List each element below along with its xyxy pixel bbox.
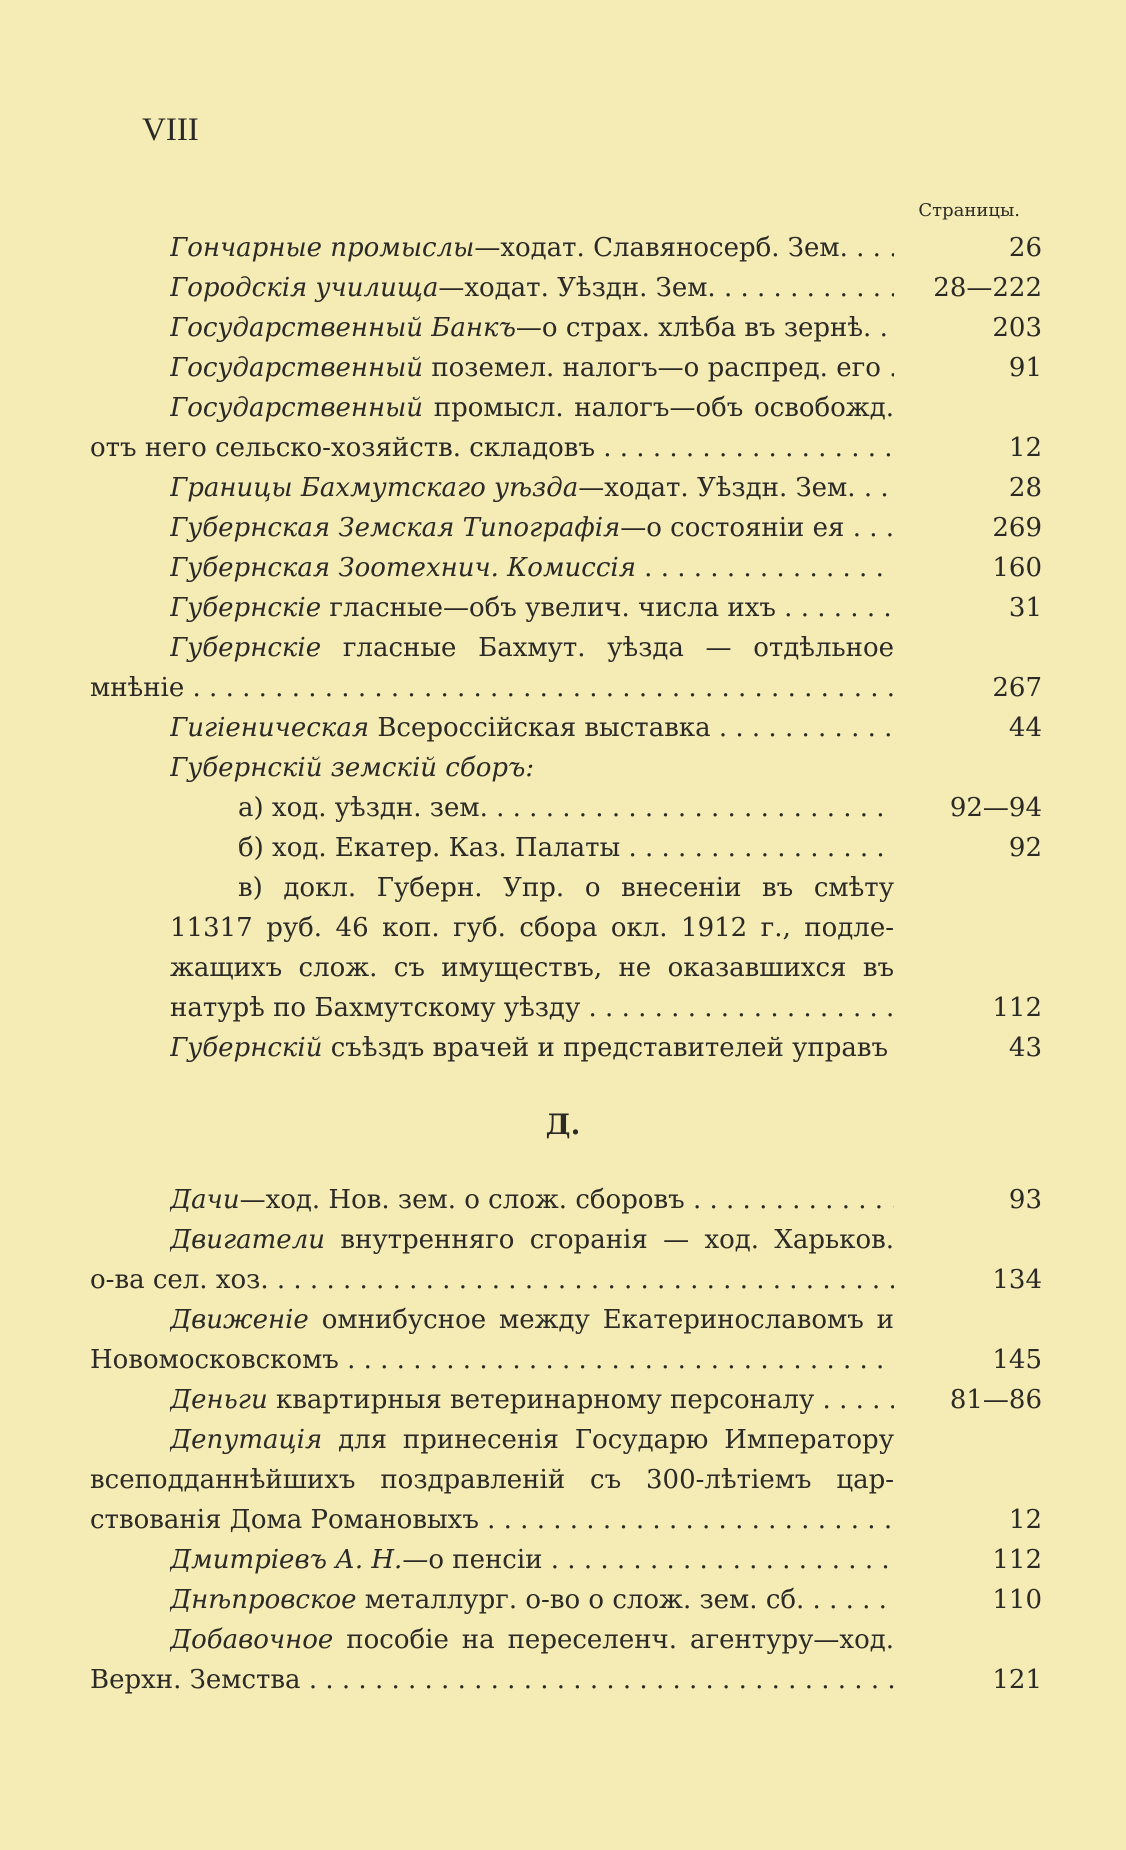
index-entry-continuation: о-ва сел. хоз. . . . 134 bbox=[0, 1260, 1126, 1300]
index-entry: Государственный Банкъ—о страх. хлѣба въ зернѣ. . . . 203 bbox=[0, 308, 1126, 348]
section-letter: Д. bbox=[545, 1108, 581, 1141]
index-entry: Гигіеническая Всероссійская выставка . . . 44 bbox=[0, 708, 1126, 748]
page-number: VIII bbox=[142, 112, 199, 148]
index-subentry: б) ход. Екатер. Каз. Палаты . . . 92 bbox=[0, 828, 1126, 868]
index-entry: Границы Бахмутскаго уѣзда—ходат. Уѣздн. Зем. . . . 28 bbox=[0, 468, 1126, 508]
index-entry: Двигатели внутренняго сгоранія — ход. Харьков. bbox=[170, 1225, 894, 1255]
index-entry: Государственный промысл. налогъ—объ освобожд. bbox=[170, 393, 894, 423]
index-entry: Добавочное пособіе на переселенч. агентуру—ход. bbox=[170, 1625, 894, 1655]
index-subentry: в) докл. Губерн. Упр. о внесеніи въ смѣту bbox=[238, 873, 894, 903]
index-entry: Государственный поземел. налогъ—о распред. его . . . 91 bbox=[0, 348, 1126, 388]
index-subentry: а) ход. уѣздн. зем. . . . 92—94 bbox=[0, 788, 1126, 828]
index-entry: Депутація для принесенія Государю Императору bbox=[170, 1425, 894, 1455]
column-header: Страницы. bbox=[918, 200, 1020, 221]
index-entry-continuation: отъ него сельско-хозяйств. складовъ . . . 12 bbox=[0, 428, 1126, 468]
index-entry-continuation: Новомосковскомъ . . . 145 bbox=[0, 1340, 1126, 1380]
index-subentry-continuation: 11317 руб. 46 коп. губ. сбора окл. 1912 г., подле- bbox=[170, 913, 894, 943]
index-entry: Днѣпровское металлург. о-во о слож. зем. сб. . . . 110 bbox=[0, 1580, 1126, 1620]
index-entry: Гончарные промыслы—ходат. Славяносерб. Зем. . . . 26 bbox=[0, 228, 1126, 268]
index-entry: Деньги квартирныя ветеринарному персоналу . . . 81—86 bbox=[0, 1380, 1126, 1420]
index-entry-continuation: всеподданнѣйшихъ поздравленій съ 300-лѣтіемъ цар- bbox=[90, 1465, 894, 1495]
index-entry-continuation: мнѣніе . . . 267 bbox=[0, 668, 1126, 708]
index-entry: Губернскій съѣздъ врачей и представителей управъ 43 bbox=[170, 1033, 1042, 1063]
index-entry: Губернскій земскій сборъ: bbox=[170, 753, 535, 783]
index-entry: Дачи—ход. Нов. зем. о слож. сборовъ . . . 93 bbox=[0, 1180, 1126, 1220]
index-entry: Губернскіе гласные—объ увелич. числа ихъ . . . 31 bbox=[0, 588, 1126, 628]
index-entry-continuation: ствованія Дома Романовыхъ . . . 12 bbox=[0, 1500, 1126, 1540]
index-subentry-continuation: жащихъ слож. съ имуществъ, не оказавшихся въ bbox=[170, 953, 894, 983]
index-entry: Городскія училища—ходат. Уѣздн. Зем. . . . 28—222 bbox=[0, 268, 1126, 308]
index-entry: Губернскіе гласные Бахмут. уѣзда — отдѣльное bbox=[170, 633, 894, 663]
index-entry-continuation: Верхн. Земства . . . 121 bbox=[0, 1660, 1126, 1700]
index-entry: Дмитріевъ А. Н.—о пенсіи . . . 112 bbox=[0, 1540, 1126, 1580]
index-subentry-continuation: натурѣ по Бахмутскому уѣзду . . . 112 bbox=[0, 988, 1126, 1028]
index-entry: Губернская Земская Типографія—о состояніи ея . . . 269 bbox=[0, 508, 1126, 548]
index-entry: Губернская Зоотехнич. Комиссія . . . 160 bbox=[0, 548, 1126, 588]
index-entry: Движеніе омнибусное между Екатеринославомъ и bbox=[170, 1305, 894, 1335]
